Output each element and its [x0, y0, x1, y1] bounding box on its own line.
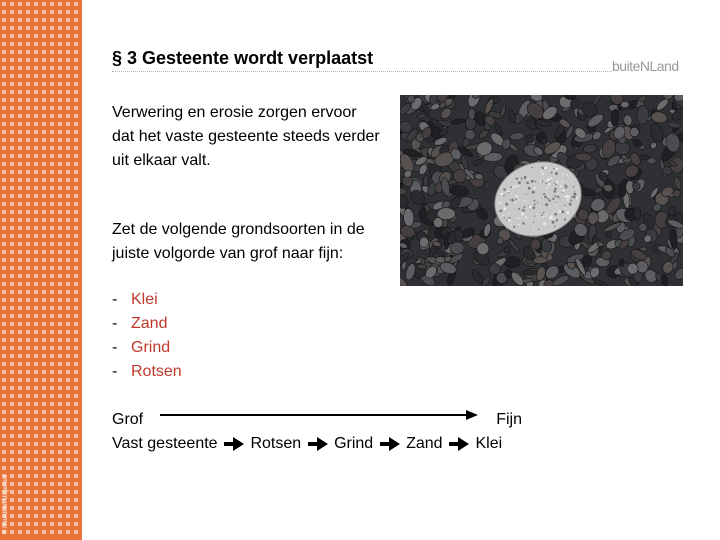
intro-paragraph: Verwering en erosie zorgen ervoor dat het vaste gesteente steeds verder uit elkaar valt.: [112, 104, 380, 169]
soil-order-chain: [112, 432, 502, 456]
soil-list: [112, 288, 182, 384]
brand-logo: buiteNLand: [612, 58, 679, 74]
list-item-label: Zand: [131, 315, 168, 332]
right-arrow-icon: [308, 437, 328, 451]
chain-step: Zand: [406, 435, 443, 452]
list-item: - Grind: [112, 339, 171, 356]
title-divider: [112, 71, 612, 72]
side-credit: [1, 470, 11, 536]
side-credit-text: © Noordhoff Uitgevers: [3, 474, 9, 534]
scale-left-label: Grof: [112, 411, 144, 428]
right-arrow-icon: [380, 437, 400, 451]
list-item: - Klei: [112, 291, 158, 308]
dot-pattern: [0, 0, 82, 540]
list-item-label: Klei: [131, 291, 158, 308]
instruction-paragraph: Zet de volgende grondsoorten in de juiste volgorde van grof naar fijn:: [112, 221, 365, 262]
right-arrow-icon: [449, 437, 469, 451]
decorative-sidebar: [0, 0, 82, 540]
chain-step: Grind: [334, 435, 374, 452]
list-item-label: Rotsen: [131, 363, 182, 380]
list-item: - Rotsen: [112, 363, 182, 380]
list-item: - Zand: [112, 315, 168, 332]
list-item-label: Grind: [131, 339, 171, 356]
chain-step: Klei: [475, 435, 503, 452]
chain-step: Vast gesteente: [112, 435, 218, 452]
slide-title: § 3 Gesteente wordt verplaatst: [112, 48, 374, 68]
scale-right-label: Fijn: [496, 411, 522, 428]
grain-scale: [112, 408, 522, 430]
right-arrow-icon: [224, 437, 244, 451]
pebbles-photo: [400, 95, 683, 286]
long-right-arrow-icon: [160, 409, 480, 429]
chain-step: Rotsen: [250, 435, 302, 452]
